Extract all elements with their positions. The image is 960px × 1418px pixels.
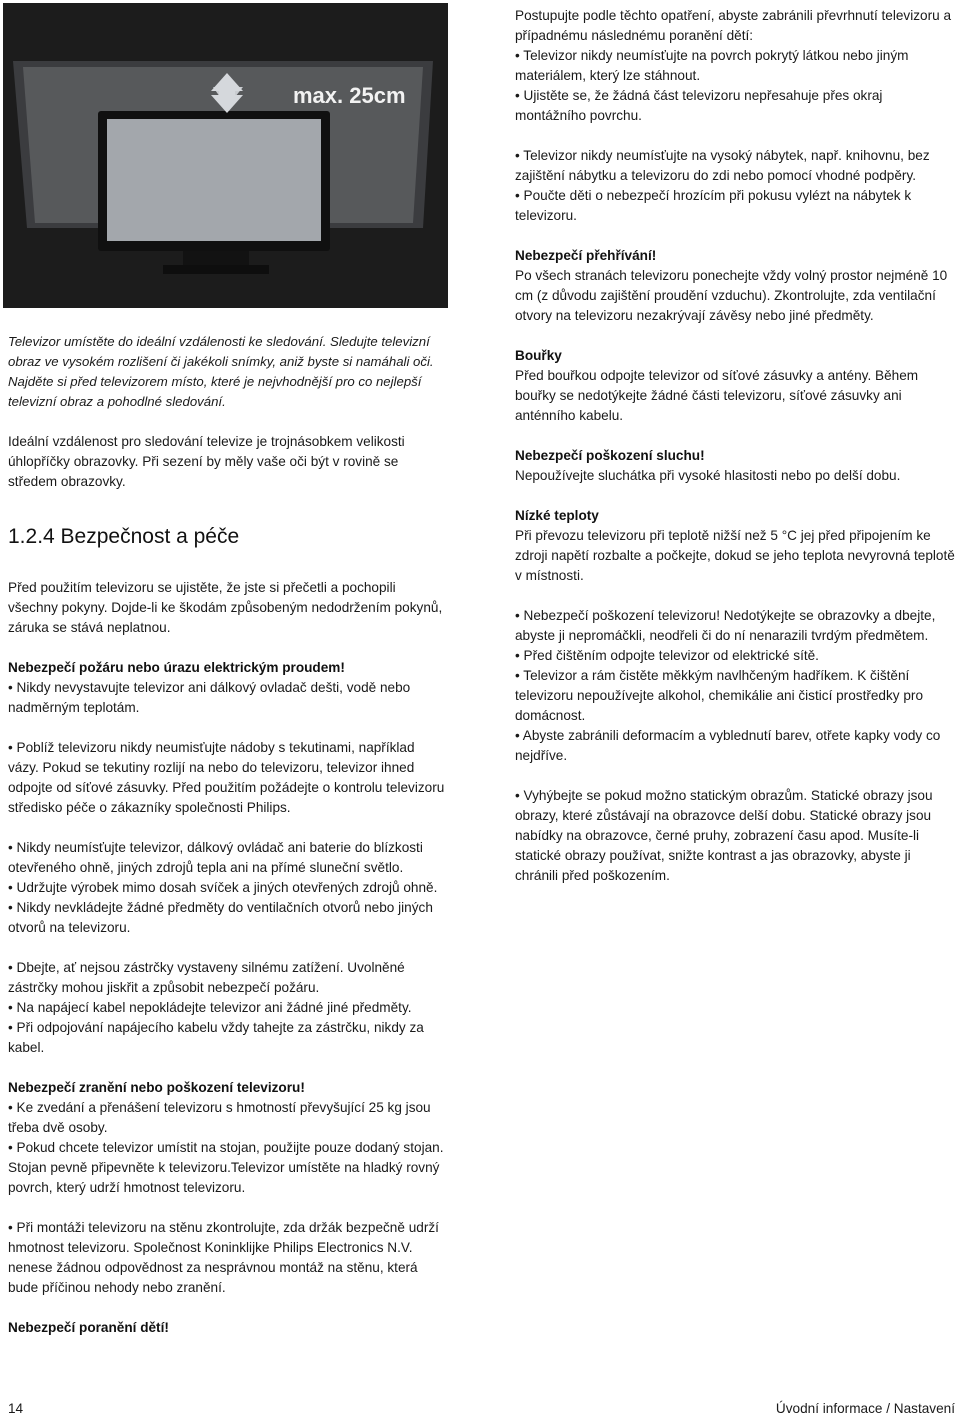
left-column xyxy=(8,332,448,1338)
list-item: • Nikdy neumísťujte televizor, dálkový ovládač ani baterie do blízkosti otevřeného ohně, jiných zdrojů tepla ani na přímé sluneční světlo. xyxy=(8,840,423,875)
list-item: • Ke zvedání a přenášení televizoru s hmotností převyšující 25 kg jsou třeba dvě osoby. xyxy=(8,1100,431,1135)
list-item: • Před čištěním odpojte televizor od elektrické sítě. xyxy=(515,648,819,663)
tv-stand-base xyxy=(163,265,269,274)
children-intro: Postupujte podle těchto opatření, abyste zabránili převrhnutí televizoru a případnému následnému poranění dětí: xyxy=(515,8,952,43)
cold-text: Při převozu televizoru při teplotě nižší než 5 °C jej před připojením ke zdroji napětí rozbalte a počkejte, dokud se jeho teplota nevyrovná teplotě v místnosti. xyxy=(515,528,955,583)
hearing-heading: Nebezpečí poškození sluchu! xyxy=(515,448,705,463)
list-item: • Televizor a rám čistěte měkkým navlhčeným hadříkem. K čištění televizoru nepoužívejte alkohol, chemikálie ani čisticí prostředky pro domácnost. xyxy=(515,668,924,723)
injury-heading: Nebezpečí zranění nebo poškození televizoru! xyxy=(8,1080,305,1095)
hearing-text: Nepoužívejte sluchátka při vysoké hlasitosti nebo po delší dobu. xyxy=(515,468,901,483)
safety-intro: Před použitím televizoru se ujistěte, že jste si přečetli a pochopili všechny pokyny. Dojde-li ke škodám způsobeným nedodržením pokynů, záruka se stává neplatnou. xyxy=(8,580,443,635)
arrow-shaft xyxy=(219,91,235,95)
tv-distance-illustration xyxy=(3,3,448,308)
list-item: • Televizor nikdy neumísťujte na povrch pokrytý látkou nebo jiným materiálem, který lze stáhnout. xyxy=(515,48,909,83)
list-item: • Dbejte, ať nejsou zástrčky vystaveny silnému zatížení. Uvolněné zástrčky mohou jiskřit a způsobit nebezpečí požáru. xyxy=(8,960,405,995)
fire-heading: Nebezpečí požáru nebo úrazu elektrickým proudem! xyxy=(8,660,345,675)
section-title: 1.2.4 Bezpečnost a péče xyxy=(8,525,240,548)
overheat-text: Po všech stranách televizoru ponechejte vždy volný prostor nejméně 10 cm (z důvodu zajištění proudění vzduchu). Zkontrolujte, zda ventilační otvory na televizoru nezakrývají závěsy nebo jiné předměty. xyxy=(515,268,948,323)
list-item: • Poblíž televizoru nikdy neumisťujte nádoby s tekutinami, například vázy. Pokud se tekutiny rozlijí na nebo do televizoru, televizor ihned odpojte od síťové zásuvky. Před použitím požádejte o kontrolu televizoru středisko péče o zákazníky společnosti Philips. xyxy=(8,740,445,815)
max-distance-label: max. 25cm xyxy=(293,83,406,108)
list-item: • Nikdy nevkládejte žádné předměty do ventilačních otvorů nebo jiných otvorů na televizoru. xyxy=(8,900,433,935)
list-item: • Nebezpečí poškození televizoru! Nedotýkejte se obrazovky a dbejte, abyste ji nepromáčkli, neodřeli či do ní nenarazili tvrdým předmětem. xyxy=(515,608,936,643)
footer-title: Úvodní informace / Nastavení xyxy=(775,1401,955,1416)
list-item: • Televizor nikdy neumísťujte na vysoký nábytek, např. knihovnu, bez zajištění nábytku a televizoru do zdi nebo pomocí vhodné podpěry. xyxy=(515,148,930,183)
right-column xyxy=(515,6,955,886)
list-item: • Při odpojování napájecího kabelu vždy tahejte za zástrčku, nikdy za kabel. xyxy=(8,1020,424,1055)
list-item: • Na napájecí kabel nepokládejte televizor ani žádné jiné předměty. xyxy=(8,1000,412,1015)
viewing-distance-text: Ideální vzdálenost pro sledování televize je trojnásobkem velikosti úhlopříčky obrazovky. Při sezení by měly vaše oči být v rovině se středem obrazovky. xyxy=(8,434,405,489)
children-heading: Nebezpečí poranění dětí! xyxy=(8,1320,169,1335)
list-item: • Ujistěte se, že žádná část televizoru nepřesahuje přes okraj montážního povrchu. xyxy=(515,88,883,123)
illustration-caption: Televizor umístěte do ideální vzdálenosti ke sledování. Sledujte televizní obraz ve vysokém rozlišení či jakékoli snímky, aniž byste si namáhali oči. Najděte si před televizorem místo, které je nejvhodnější pro co nejlepší televizní obraz a pohodlné sledování. xyxy=(8,334,434,409)
storm-text: Před bouřkou odpojte televizor od síťové zásuvky a antény. Během bouřky se nedotýkejte žádné části televizoru, síťové zásuvky ani anténního kabelu. xyxy=(515,368,919,423)
list-item: • Pokud chcete televizor umístit na stojan, použijte pouze dodaný stojan. Stojan pevně připevněte k televizoru.Televizor umístěte na hladký rovný povrch, který udrží hmotnost televizoru. xyxy=(8,1140,444,1195)
cold-heading: Nízké teploty xyxy=(515,508,599,523)
tv-stand xyxy=(183,251,249,265)
storm-heading: Bouřky xyxy=(515,348,562,363)
list-item: • Poučte děti o nebezpečí hrozícím při pokusu vylézt na nábytek k televizoru. xyxy=(515,188,912,223)
list-item: • Nikdy nevystavujte televizor ani dálkový ovladač dešti, vodě nebo nadměrným teplotám. xyxy=(8,680,411,715)
list-item: • Při montáži televizoru na stěnu zkontrolujte, zda držák bezpečně udrží hmotnost televizoru. Společnost Koninklijke Philips Electronics N.V. nenese žádnou odpovědnost za nesprávnou montáž na stěnu, která bude příčinou nehody nebo zranění. xyxy=(8,1220,439,1295)
list-item: • Vyhýbejte se pokud možno statickým obrazům. Statické obrazy jsou obrazy, které zůstávají na obrazovce delší dobu. Statické obrazy jsou nabídky na obrazovce, černé pruhy, zobrazení času apod. Musíte-li statické obrazy používat, snižte kontrast a jas obrazovky, abyste ji chránili před poškozením. xyxy=(515,788,933,883)
list-item: • Abyste zabránili deformacím a vyblednutí barev, otřete kapky vody co nejdříve. xyxy=(515,728,941,763)
tv-screen xyxy=(107,119,321,241)
overheat-heading: Nebezpečí přehřívání! xyxy=(515,248,657,263)
page-number: 14 xyxy=(8,1401,24,1416)
list-item: • Udržujte výrobek mimo dosah svíček a jiných otevřených zdrojů ohně. xyxy=(8,880,438,895)
